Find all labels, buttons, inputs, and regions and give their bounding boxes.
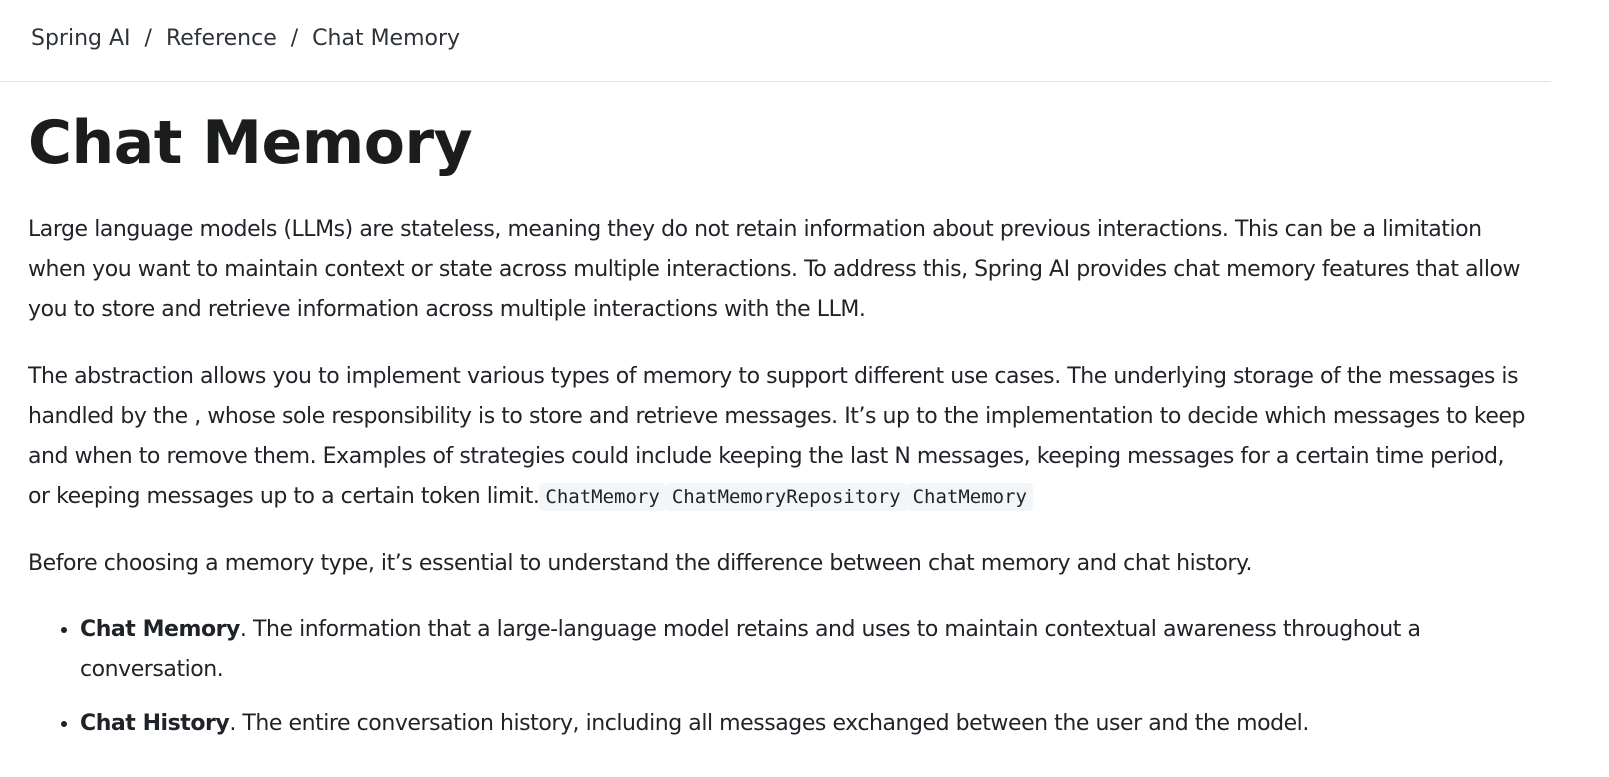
definition-text: . The entire conversation history, including all messages exchanged between the user and the model. (229, 711, 1309, 736)
breadcrumb-link-spring-ai[interactable]: Spring AI (31, 25, 131, 51)
inline-code-chat-memory: ChatMemory (907, 483, 1033, 511)
list-item-chat-history (80, 703, 1528, 744)
before-choosing-paragraph: Before choosing a memory type, it’s essential to understand the difference between chat memory and chat history. (28, 551, 1252, 576)
definition-term: Chat History (80, 711, 230, 736)
breadcrumb-separator: / (144, 25, 152, 51)
inline-code-chat-memory-repository: ChatMemoryRepository (666, 483, 907, 511)
list-item-chat-memory (80, 609, 1528, 690)
breadcrumb-link-reference[interactable]: Reference (165, 25, 277, 51)
header-divider (0, 81, 1551, 82)
breadcrumb-current-page: Chat Memory (312, 25, 461, 51)
definition-list (28, 609, 1528, 744)
page-title: Chat Memory (28, 108, 473, 178)
article-content (28, 98, 1528, 757)
intro-paragraph: Large language models (LLMs) are stateless, meaning they do not retain information about previous interactions. This can be a limitation when you want to maintain context or state across multiple interactions. To address this, Spring AI provides chat memory features that allow you to store and retrieve information across multiple interactions with the LLM. (28, 217, 1521, 322)
definition-text: . The information that a large-language model retains and uses to maintain contextual awareness throughout a conversation. (80, 617, 1421, 682)
abstraction-text: The abstraction allows you to implement various types of memory to support different use cases. The underlying storage of the messages is handled by the , whose sole responsibility is to store and retrieve messages. It’s up to the implementation to decide which messages to keep and when to remove them. Examples of strategies could include keeping the last N messages, keeping messages for a certain time period, or keeping messages up to a certain token limit. (28, 364, 1526, 509)
breadcrumb (31, 22, 460, 54)
breadcrumb-separator: / (290, 25, 299, 51)
definition-term: Chat Memory (80, 617, 240, 642)
inline-code-chat-memory: ChatMemory (539, 483, 665, 511)
abstraction-paragraph (28, 357, 1528, 517)
